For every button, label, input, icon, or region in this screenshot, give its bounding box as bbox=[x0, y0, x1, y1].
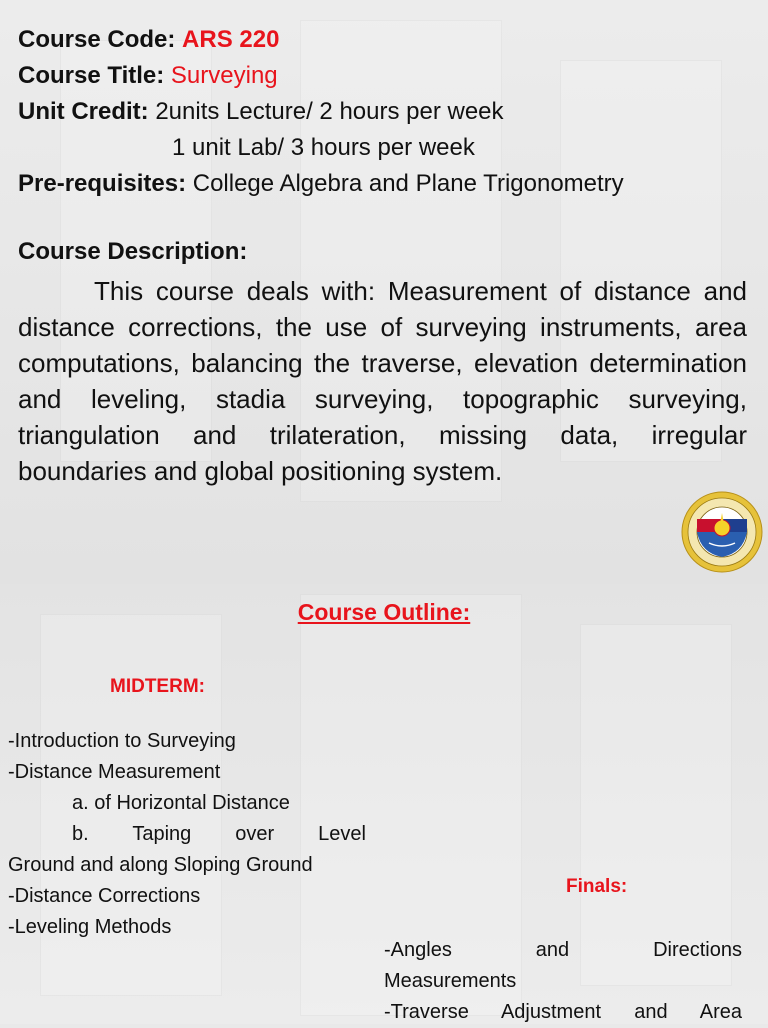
list-item: b. Taping over Level bbox=[72, 823, 366, 845]
midterm-heading: MIDTERM: bbox=[110, 676, 205, 697]
list-item: Ground and along Sloping Ground bbox=[8, 854, 313, 876]
course-title-label: Course Title: bbox=[18, 62, 165, 89]
unit-credit-label: Unit Credit: bbox=[18, 98, 149, 125]
list-item: a. of Horizontal Distance bbox=[72, 792, 290, 814]
course-code-label: Course Code: bbox=[18, 26, 176, 53]
prerequisites-row bbox=[18, 166, 624, 202]
list-item: -Introduction to Surveying bbox=[8, 730, 236, 752]
course-code-row bbox=[18, 22, 624, 58]
unit-credit-row bbox=[18, 94, 624, 130]
midterm-topic-list bbox=[8, 726, 366, 943]
list-item: -Angles and Directions bbox=[384, 939, 742, 961]
university-seal-icon bbox=[681, 491, 763, 573]
course-title-row bbox=[18, 58, 624, 94]
prerequisites-label: Pre-requisites: bbox=[18, 170, 187, 197]
course-outline-title: Course Outline: bbox=[297, 599, 471, 625]
unit-credit-lab: 1 unit Lab/ 3 hours per week bbox=[172, 134, 475, 161]
list-item: -Distance Corrections bbox=[8, 885, 201, 907]
list-item: -Leveling Methods bbox=[8, 916, 172, 938]
list-item: Measurements bbox=[384, 970, 517, 992]
finals-topic-list bbox=[384, 935, 742, 1028]
list-item: -Distance Measurement bbox=[8, 761, 221, 783]
finals-heading: Finals: bbox=[566, 876, 628, 897]
unit-credit-lecture: 2units Lecture/ 2 hours per week bbox=[155, 98, 504, 125]
prerequisites-value: College Algebra and Plane Trigonometry bbox=[192, 170, 624, 197]
course-description-heading: Course Description: bbox=[18, 238, 248, 265]
list-item: -Traverse Adjustment and Area bbox=[384, 1001, 742, 1023]
course-info-block bbox=[18, 22, 624, 202]
course-description-text: This course deals with: Measurement of distance and distance corrections, the use of surveying instruments, area computations, balancing the traverse, elevation determination and leveling, stadia surveying, topographic surveying, triangulation and trilateration, missing data, irregular boundaries and global positioning system. bbox=[18, 276, 747, 486]
course-code-value: ARS 220 bbox=[182, 26, 280, 53]
course-title-value: Surveying bbox=[170, 62, 278, 89]
